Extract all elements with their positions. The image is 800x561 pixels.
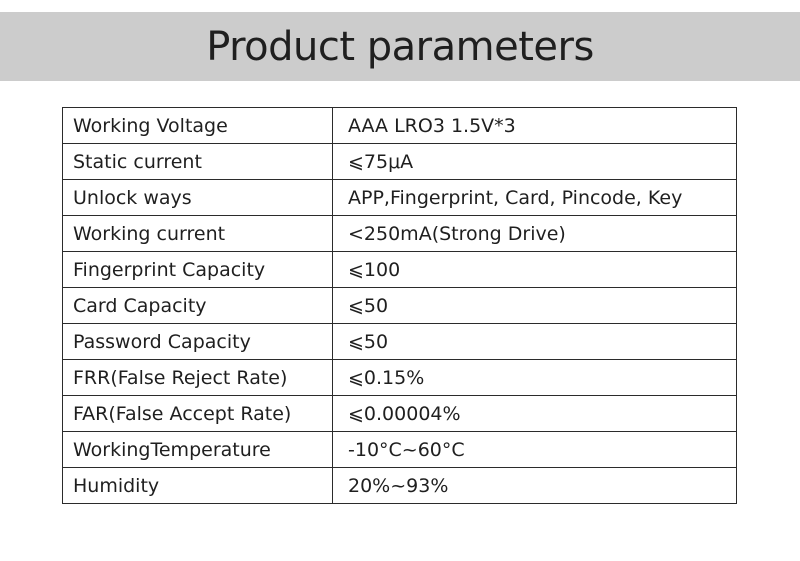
page-title: Product parameters [206,23,594,70]
table-row [63,252,737,288]
param-value: AAA LRO3 1.5V*3 [333,108,737,144]
param-label: Password Capacity [63,324,333,360]
param-value: APP,Fingerprint, Card, Pincode, Key [333,180,737,216]
param-value: ⩽50 [333,324,737,360]
table-row [63,108,737,144]
param-label: Card Capacity [63,288,333,324]
table-row [63,396,737,432]
table-row [63,180,737,216]
param-label: Fingerprint Capacity [63,252,333,288]
table-row [63,468,737,504]
param-label: Humidity [63,468,333,504]
param-value: ⩽50 [333,288,737,324]
table-row [63,432,737,468]
param-value: 20%~93% [333,468,737,504]
param-label: WorkingTemperature [63,432,333,468]
param-label: Working Voltage [63,108,333,144]
param-value: ⩽0.00004% [333,396,737,432]
param-value: ⩽75μA [333,144,737,180]
table-row [63,216,737,252]
param-label: FRR(False Reject Rate) [63,360,333,396]
table-row [63,360,737,396]
param-label: Working current [63,216,333,252]
table-row [63,288,737,324]
param-value: ⩽0.15% [333,360,737,396]
param-label: Unlock ways [63,180,333,216]
header-band [0,12,800,81]
param-label: FAR(False Accept Rate) [63,396,333,432]
table-row [63,144,737,180]
parameters-table [62,107,737,504]
param-value: -10°C~60°C [333,432,737,468]
param-label: Static current [63,144,333,180]
param-value: <250mA(Strong Drive) [333,216,737,252]
table-row [63,324,737,360]
param-value: ⩽100 [333,252,737,288]
